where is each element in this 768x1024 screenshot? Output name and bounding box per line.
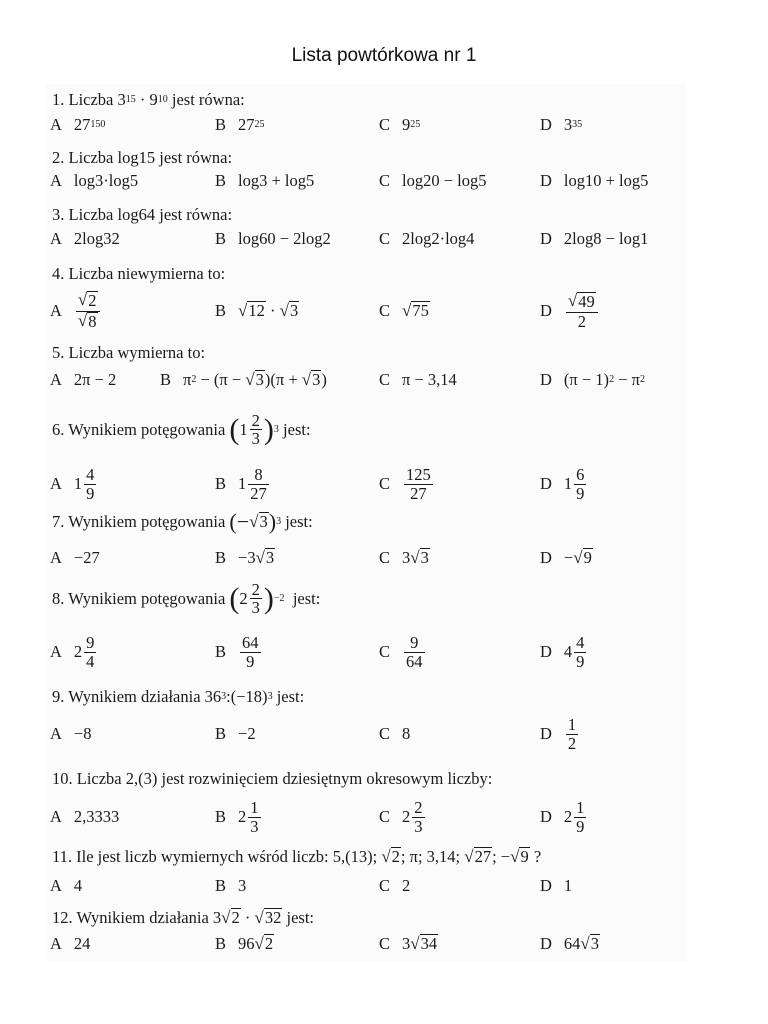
q5-option-d: D (π − 1) 2 − π 2 bbox=[540, 370, 645, 389]
q6-options bbox=[46, 460, 686, 508]
question-9: 9. Wynikiem działania 36 3 :(−18) 3 jest: bbox=[52, 687, 305, 706]
q12-options bbox=[46, 924, 686, 964]
q7-expression: (− √ 3 ) 3 bbox=[229, 509, 282, 534]
q1-option-a: A 27 150 bbox=[50, 115, 106, 134]
q4-options bbox=[46, 287, 686, 335]
q10-option-c: C 2 $\frac{2}{3}$ bbox=[379, 798, 423, 836]
q6-option-b: B 1 $\frac{8}{27}$ bbox=[215, 465, 267, 503]
q7-option-a: A −27 bbox=[50, 548, 100, 567]
q3-options bbox=[46, 219, 686, 259]
q5-option-c: C π − 3,14 bbox=[379, 370, 457, 389]
q2-option-c: C log20 − log5 bbox=[379, 171, 487, 190]
question-12: 12. Wynikiem działania 3 √ 2 · √ 32 jest: bbox=[52, 908, 314, 927]
q10-option-a: A 2,3333 bbox=[50, 807, 120, 826]
q9-option-a: A −8 bbox=[50, 724, 92, 743]
question-11: 11. Ile jest liczb wymiernych wśród liczb: 5,(13); √ 2 ; π; 3,14; √ 27 ; − √ 9 ? bbox=[52, 847, 542, 866]
q8-options bbox=[46, 628, 686, 676]
q7-option-d: D − √ 9 bbox=[540, 548, 592, 567]
q8-option-c: C $\frac{9}{64}$ bbox=[379, 633, 423, 671]
question-sheet bbox=[46, 84, 686, 962]
q7-option-b: B −3 √ 3 bbox=[215, 548, 275, 567]
q12-option-b: B 96 √ 2 bbox=[215, 934, 274, 953]
question-7: 7. Wynikiem potęgowania (− √ 3 ) 3 jest: bbox=[52, 509, 313, 534]
q1-option-b: B 27 25 bbox=[215, 115, 265, 134]
page-title: Lista powtórkowa nr 1 bbox=[291, 45, 477, 66]
q11-option-a: A 4 bbox=[50, 876, 83, 895]
q12-option-c: C 3 √ 34 bbox=[379, 934, 438, 953]
q2-option-a: A log3·log5 bbox=[50, 171, 139, 190]
q9-expression: 36 3 :(−18) 3 bbox=[204, 687, 273, 706]
q9-options bbox=[46, 712, 686, 756]
question-5: 5. Liczba wymierna to: bbox=[52, 343, 206, 362]
question-10: 10. Liczba 2,(3) jest rozwinięciem dziesiętnym okresowym liczby: bbox=[52, 769, 493, 788]
question-4: 4. Liczba niewymierna to: bbox=[52, 264, 226, 283]
q7-option-c: C 3 √ 3 bbox=[379, 548, 429, 567]
q5-options bbox=[46, 360, 686, 400]
q2-option-d: D log10 + log5 bbox=[540, 171, 649, 190]
q1-option-d: D 3 35 bbox=[540, 115, 583, 134]
q8-option-b: B $\frac{64}{9}$ bbox=[215, 633, 259, 671]
q11-option-d: D 1 bbox=[540, 876, 573, 895]
q4-option-b: B √ 12 · √ 3 bbox=[215, 301, 299, 320]
q6-expression: ( 1 $\frac{2}{3}$ ) 3 bbox=[229, 411, 279, 449]
q2-option-b: B log3 + log5 bbox=[215, 171, 315, 190]
q12-option-d: D 64 √ 3 bbox=[540, 934, 600, 953]
q6-option-c: C $\frac{125}{27}$ bbox=[379, 465, 431, 503]
q11-options bbox=[46, 866, 686, 906]
q9-option-d: D $\frac{1}{2}$ bbox=[540, 715, 577, 753]
q9-option-c: C 8 bbox=[379, 724, 411, 743]
q5-option-b: B π 2 − (π − √ 3 )(π + √ 3 ) bbox=[160, 370, 327, 389]
question-1: 1. Liczba 3 15 · 9 10 jest równa: bbox=[52, 90, 245, 109]
q3-option-d: D 2log8 − log1 bbox=[540, 229, 649, 248]
q8-option-d: D 4 $\frac{4}{9}$ bbox=[540, 633, 585, 671]
q11-option-c: C 2 bbox=[379, 876, 411, 895]
q12-option-a: A 24 bbox=[50, 934, 91, 953]
q4-option-c: C √ 75 bbox=[379, 301, 429, 320]
q1-expression: 3 15 · 9 10 bbox=[117, 90, 168, 109]
q6-option-a: A 1 $\frac{4}{9}$ bbox=[50, 465, 95, 503]
q4-option-a: A √ 2 √ 8 bbox=[50, 287, 102, 335]
q9-option-b: B −2 bbox=[215, 724, 256, 743]
q8-option-a: A 2 $\frac{9}{4}$ bbox=[50, 633, 95, 671]
q7-options bbox=[46, 538, 686, 578]
q8-expression: ( 2 $\frac{2}{3}$ ) −2 bbox=[229, 580, 285, 618]
q2-options bbox=[46, 161, 686, 201]
q10-options bbox=[46, 794, 686, 840]
q3-option-b: B log60 − 2log2 bbox=[215, 229, 331, 248]
q10-option-b: B 2 $\frac{1}{3}$ bbox=[215, 798, 259, 836]
q6-option-d: D 1 $\frac{6}{9}$ bbox=[540, 465, 585, 503]
q10-option-d: D 2 $\frac{1}{9}$ bbox=[540, 798, 585, 836]
q4-option-d: D √ 49 2 bbox=[540, 287, 600, 335]
question-6: 6. Wynikiem potęgowania ( 1 $\frac{2}{3}$ ) 3 jest: bbox=[52, 411, 311, 449]
question-3: 3. Liczba log64 jest równa: bbox=[52, 205, 233, 224]
q3-option-c: C 2log2·log4 bbox=[379, 229, 475, 248]
q11-option-b: B 3 bbox=[215, 876, 247, 895]
q1-option-c: C 9 25 bbox=[379, 115, 421, 134]
question-2: 2. Liczba log15 jest równa: bbox=[52, 148, 233, 167]
question-8: 8. Wynikiem potęgowania ( 2 $\frac{2}{3}$ ) −2 jest: bbox=[52, 580, 321, 618]
q3-option-a: A 2log32 bbox=[50, 229, 120, 248]
q5-option-a: A 2π − 2 bbox=[50, 370, 117, 389]
q1-options bbox=[46, 105, 686, 145]
